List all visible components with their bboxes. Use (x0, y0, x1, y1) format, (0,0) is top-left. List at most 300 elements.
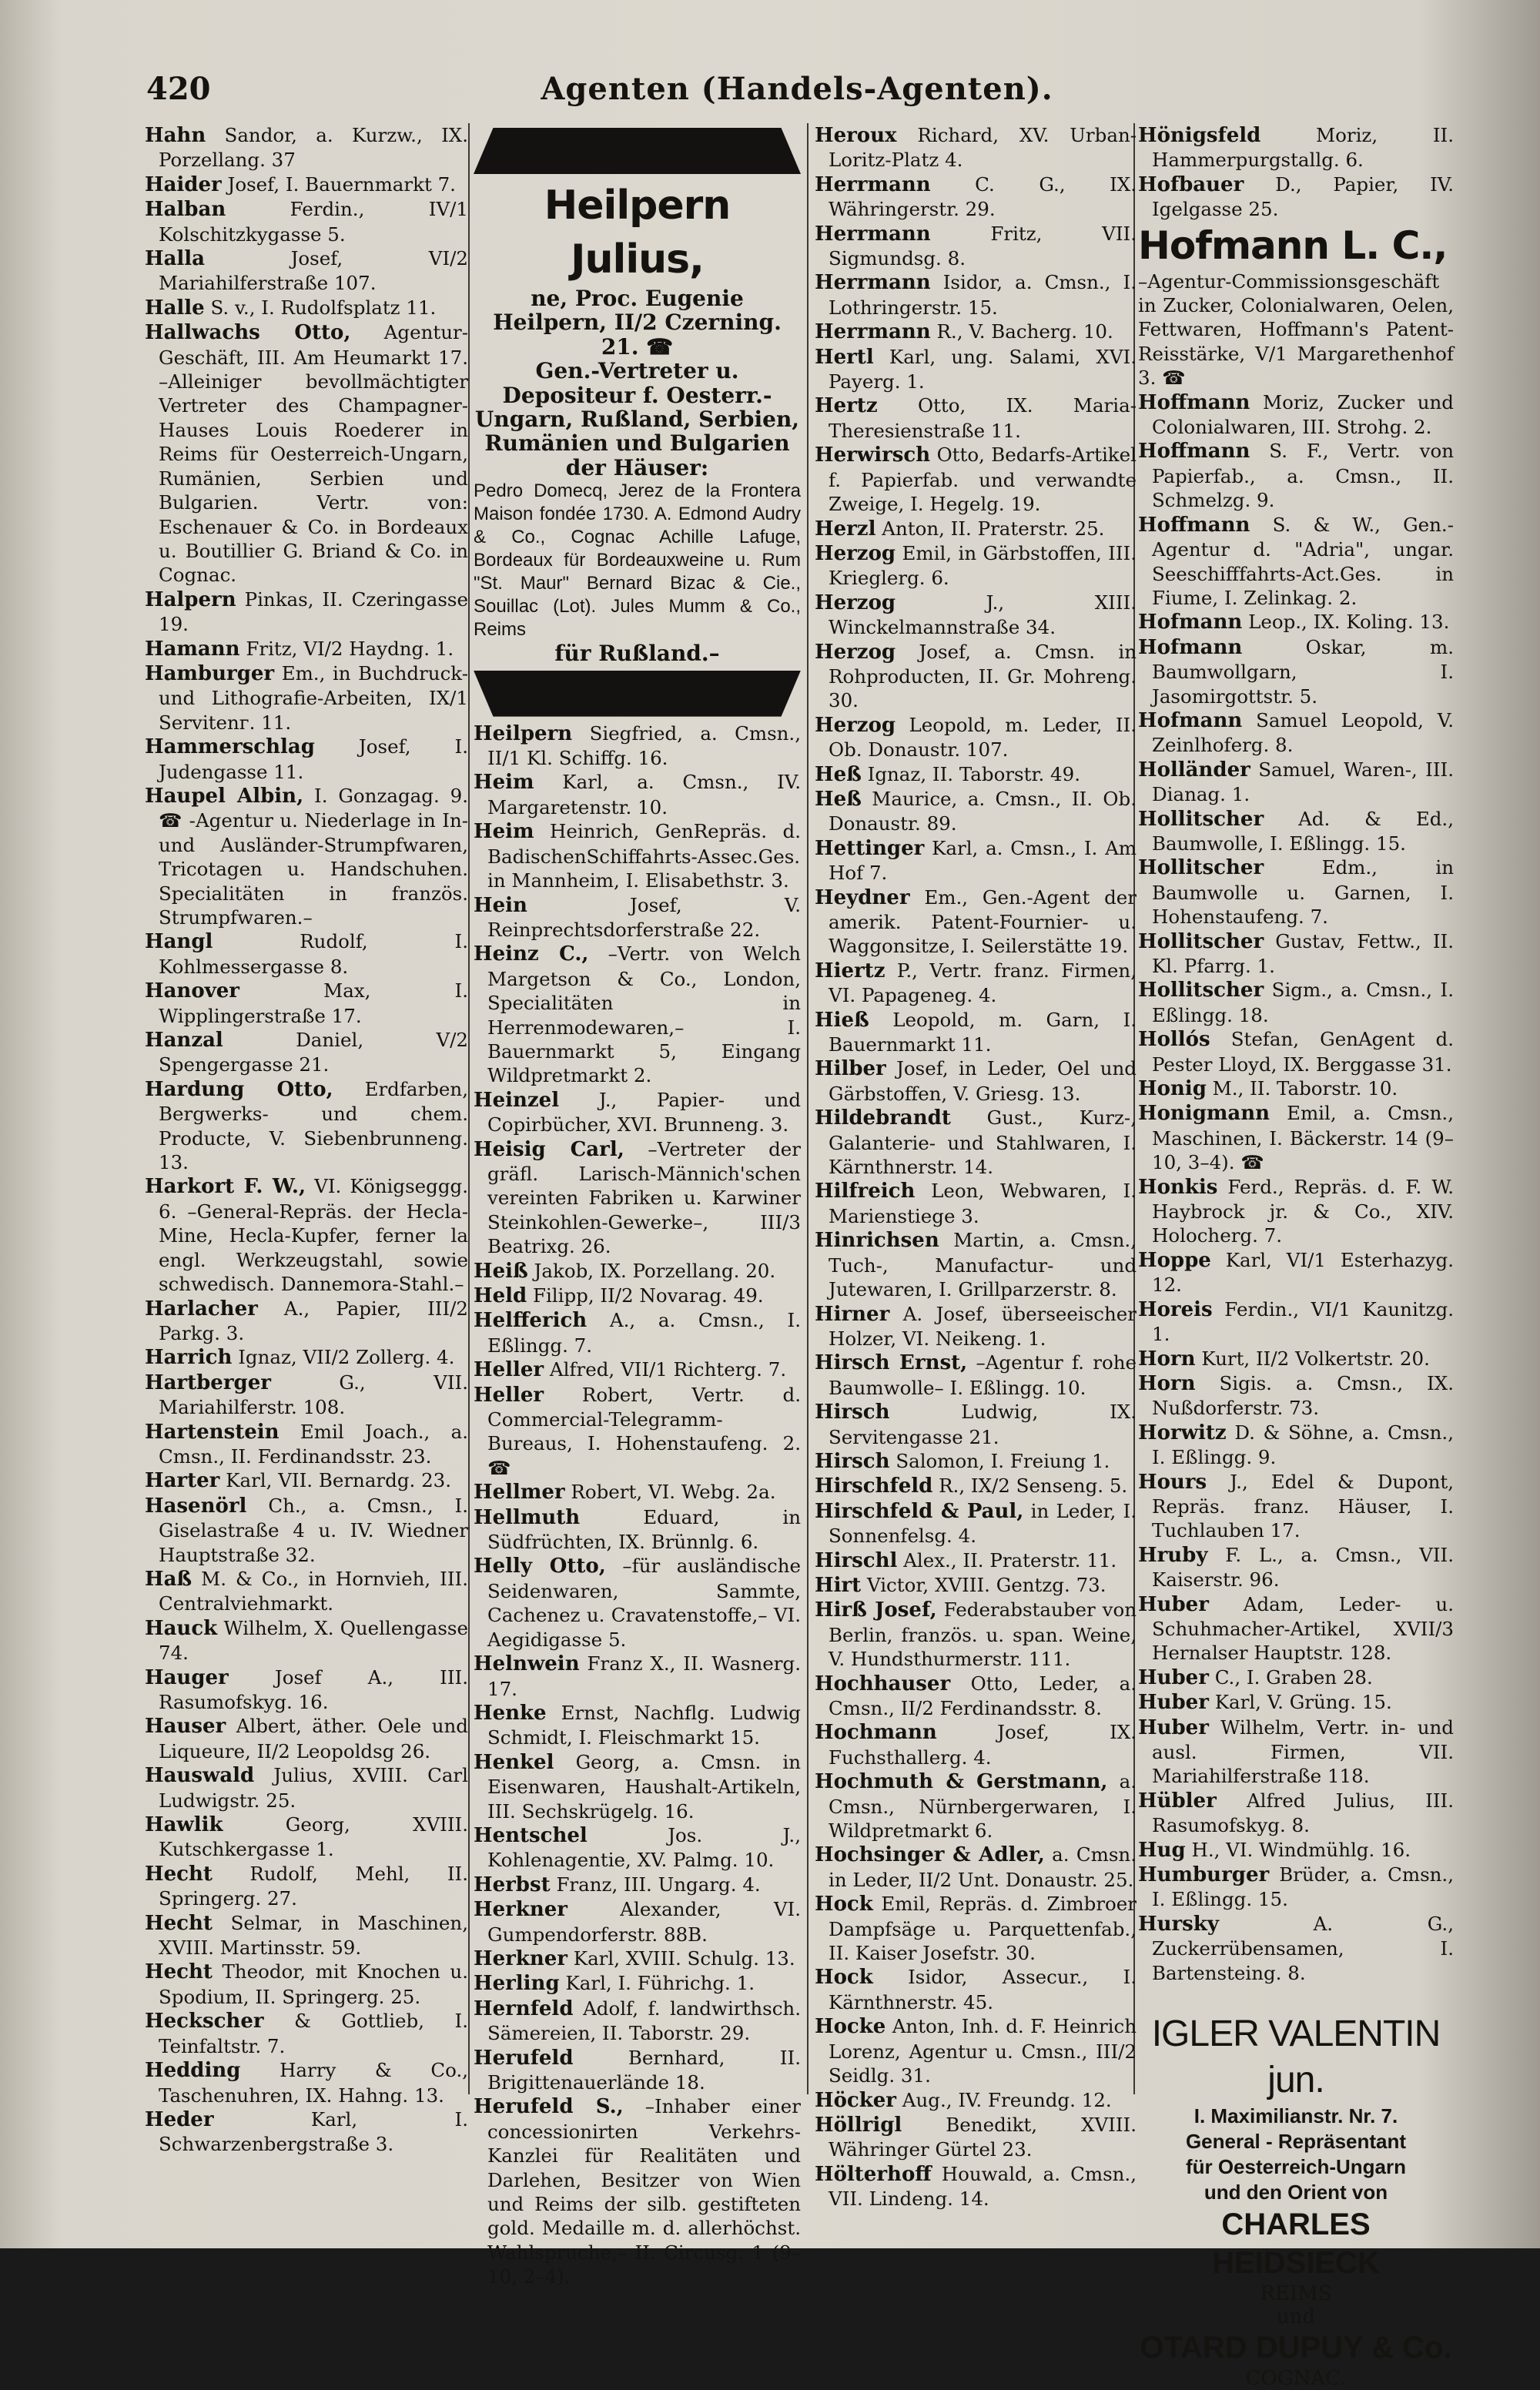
entry-name: Heinzel (474, 1088, 560, 1112)
directory-entry (474, 721, 801, 771)
entry-name: Hirschl (815, 1548, 898, 1572)
entry-details: Emil, in Gärbstoffen, III. Krieglerg. 6. (829, 541, 1137, 590)
entry-details: Aug., IV. Freundg. 12. (902, 2088, 1112, 2111)
entry-name: Heim (474, 771, 534, 795)
entry-name: Heilpern (474, 721, 573, 745)
entry-name: Hofmann (1138, 611, 1243, 634)
ad-hofmann-name: Hofmann L. C., (1138, 223, 1448, 268)
entry-details: Sigm., a. Cmsn., I. Eßlingg. 18. (1152, 979, 1454, 1026)
entry-name: Hecht (145, 1862, 213, 1886)
entry-name: Heroux (815, 124, 897, 147)
entry-details: Federabstauber von Berlin, französ. u. span. Weine, V. Hundsthurmerstr. 111. (829, 1598, 1137, 1671)
directory-entry (815, 1965, 1137, 2014)
entry-details: Isidor, a. Cmsn., I. Lothringerstr. 15. (829, 271, 1137, 319)
entry-name: Hangl (145, 930, 213, 954)
directory-entry (474, 1137, 801, 1259)
entry-details: Emil, a. Cmsn., Maschinen, I. Bäckerstr. 14 (9–10, 3–4). ☎ (1152, 1102, 1454, 1174)
entry-details: Leon, Webwaren, I. Marienstiege 3. (829, 1180, 1137, 1227)
entry-details: Brüder, a. Cmsn., I. Eßlingg. 15. (1152, 1863, 1454, 1911)
directory-entry (1138, 758, 1454, 807)
entry-name: Huber (1138, 1691, 1209, 1715)
entry-name: Herrmann (815, 271, 931, 295)
directory-entry (474, 1971, 801, 1996)
entry-details: Emil Joach., a. Cmsn., II. Ferdinandsstr. 23. (159, 1420, 468, 1468)
entry-name: Höcker (815, 2088, 896, 2112)
directory-entry (145, 296, 468, 320)
entry-details: Leopold, m. Leder, II. Ob. Donaustr. 107. (829, 713, 1137, 762)
directory-entry (815, 172, 1137, 222)
entry-details: Fritz, VI/2 Haydng. 1. (246, 637, 454, 660)
entry-details: Georg, XVIII. Kutschkergasse 1. (159, 1813, 468, 1861)
entry-details: Karl, ung. Salami, XVI. Payerg. 1. (829, 345, 1137, 393)
entry-name: Helfferich (474, 1309, 588, 1333)
ad-igler-und: und (1276, 2305, 1316, 2329)
entry-details: Samuel, Waren-, III. Dianag. 1. (1152, 758, 1455, 806)
entry-details: Albert, äther. Oele und Liqueure, II/2 Leopoldsg 26. (159, 1715, 468, 1762)
entry-name: Henke (474, 1701, 547, 1725)
ad-heilpern (474, 128, 801, 717)
entry-name: Hanzal (145, 1029, 223, 1053)
entry-details: Siegfried, a. Cmsn., II/1 Kl. Schiffg. 16. (487, 721, 801, 770)
directory-entry (1138, 610, 1454, 634)
directory-entry (145, 1345, 468, 1370)
entry-name: Höllrigl (815, 2113, 902, 2137)
entry-details: Karl, VII. Bernardg. 23. (226, 1469, 452, 1492)
entry-name: Hock (815, 1966, 873, 1990)
directory-entry (474, 1652, 801, 1701)
directory-entry (815, 1302, 1137, 1351)
ad-banner-top (474, 128, 801, 174)
entry-name: Huber (1138, 1665, 1209, 1689)
column-rule (468, 123, 470, 2094)
entry-name: Herwirsch (815, 444, 931, 467)
directory-entry (145, 1567, 468, 1616)
directory-entry (474, 1505, 801, 1555)
column-1 (145, 123, 469, 2156)
directory-entry (1138, 1789, 1454, 1838)
entry-details: –Vertreter der gräfl. Larisch-Männich'schen vereinten Fabriken u. Karwiner Steinkohlen-Gewerke–, III/3 Beatrixg. 26. (487, 1137, 801, 1258)
entry-name: Hofmann (1138, 708, 1243, 732)
entry-details: M. & Co., in Hornvieh, III. Centralviehmarkt. (159, 1567, 468, 1615)
entry-name: Hirsch (815, 1449, 890, 1473)
entry-name: Hollitscher (1138, 807, 1264, 831)
directory-entry (145, 246, 468, 296)
ad-igler-address: I. Maximilianstr. Nr. 7. (1194, 2104, 1398, 2128)
entry-details: Moriz, II. Hammerpurgstallg. 6. (1152, 124, 1454, 172)
entry-name: Hours (1138, 1470, 1207, 1494)
entry-details: Richard, XV. Urban-Loritz-Platz 4. (829, 124, 1137, 172)
directory-entry (815, 1056, 1137, 1106)
directory-entry (815, 320, 1137, 344)
entry-details: Fritz, VII. Sigmundsg. 8. (829, 222, 1137, 270)
directory-entry (145, 123, 468, 172)
entry-name: Horn (1138, 1371, 1196, 1395)
directory-entry (145, 1028, 468, 1077)
ad-heilpern-name: Heilpern Julius, (544, 182, 731, 283)
entry-details: D. & Söhne, a. Cmsn., I. Eßlingg. 9. (1152, 1421, 1454, 1469)
directory-entry (145, 979, 468, 1028)
entry-details: F. L., a. Cmsn., VII. Kaiserstr. 96. (1152, 1543, 1454, 1592)
entry-details: Erdfarben, Bergwerks- und chem. Producte, V. Siebenbrunneng. 13. (159, 1077, 468, 1174)
directory-entry (1138, 1076, 1454, 1101)
entry-name: Honigmann (1138, 1102, 1270, 1126)
entry-name: Holländer (1138, 758, 1250, 782)
directory-entry (145, 637, 468, 661)
directory-entry (1138, 390, 1454, 440)
column-2 (474, 123, 802, 2288)
directory-entry (474, 1383, 801, 1481)
entry-details: Em., Gen.-Agent der amerik. Patent-Fournier- u. Waggonsitze, I. Seilerstätte 19. (829, 885, 1137, 958)
entry-name: Haupel Albin, (145, 784, 304, 808)
directory-entry (815, 123, 1137, 172)
entry-name: Hochhauser (815, 1672, 951, 1695)
directory-entry (145, 1911, 468, 1960)
directory-entry (815, 1598, 1137, 1671)
entry-details: Josef, IX. Fuchsthallerg. 4. (829, 1721, 1137, 1769)
entry-name: Hollitscher (1138, 929, 1264, 953)
directory-entry (815, 2162, 1137, 2211)
entry-name: Hammerschlag (145, 735, 315, 759)
entry-details: & Gottlieb, I. Teinfaltstr. 7. (159, 2010, 468, 2057)
entry-name: Hoffmann (1138, 390, 1250, 414)
directory-entry (145, 197, 468, 246)
directory-entry (815, 1720, 1137, 1769)
ad-heilpern-houses: Pedro Domecq, Jerez de la Frontera Maison fondée 1730. A. Edmond Audry & Co., Cognac Achille Lafuge, Bordeaux für Bordeauxweine u. Rum "St. Maur" Bernard Bizac & Cie., Souillac (Lot). Jules Mumm & Co., Reims (474, 480, 801, 641)
entry-name: Hofmann (1138, 635, 1243, 659)
entry-name: Hellmer (474, 1481, 565, 1505)
entry-details: Ch., a. Cmsn., I. Giselastraße 4 u. IV. Wiedner Hauptstraße 32. (159, 1494, 468, 1566)
entry-name: Halpern (145, 587, 236, 611)
directory-entry (1138, 1371, 1454, 1421)
entry-details: Martin, a. Cmsn., Tuch-, Manufactur- und Jutewaren, I. Grillparzerstr. 8. (829, 1229, 1137, 1301)
directory-entry (474, 770, 801, 819)
directory-entry (815, 1228, 1137, 1301)
entry-name: Hönigsfeld (1138, 124, 1261, 147)
directory-entry (1138, 1297, 1454, 1347)
entry-name: Hruby (1138, 1543, 1208, 1567)
directory-entry (145, 929, 468, 979)
entry-details: Ferdin., VI/1 Kaunitzg. 1. (1152, 1297, 1455, 1346)
directory-entry (145, 1813, 468, 1862)
entry-name: Hartenstein (145, 1420, 280, 1444)
entry-name: Hauser (145, 1715, 226, 1739)
entry-name: Harlacher (145, 1297, 258, 1321)
entry-name: Herrmann (815, 172, 931, 196)
entry-details: S. & W., Gen.-Agentur d. "Adria", ungar. Seeschifffahrts-Act.Ges. in Fiume, I. Zelinkag. 2. (1152, 513, 1454, 609)
entry-name: Honig (1138, 1077, 1207, 1101)
entry-details: Karl, I. Führichg. 1. (565, 1972, 755, 1995)
entry-details: S. F., Vertr. von Papierfab., a. Cmsn., II. Schmelzg. 9. (1152, 440, 1454, 512)
entry-details: Sandor, a. Kurzw., IX. Porzellang. 37 (159, 124, 468, 172)
entry-name: Held (474, 1284, 527, 1307)
entry-details: Otto, Leder, a. Cmsn., II/2 Ferdinandsstr. 8. (829, 1672, 1137, 1719)
running-head: Agenten (Handels-Agenten). (541, 71, 1053, 107)
column-rule (807, 123, 808, 2094)
entry-name: Herkner (474, 1946, 567, 1970)
entry-details: a. Cmsn. in Leder, II/2 Unt. Donaustr. 25. (829, 1843, 1137, 1891)
entry-name: Herrmann (815, 222, 931, 246)
entry-name: Hartberger (145, 1371, 271, 1394)
directory-entry (1138, 513, 1454, 611)
directory-entry (145, 1714, 468, 1763)
entry-details: Kurt, II/2 Volkertstr. 20. (1201, 1347, 1430, 1370)
entry-name: Hauck (145, 1616, 218, 1640)
entry-details: Leop., IX. Koling. 13. (1248, 611, 1450, 634)
directory-entry (815, 1548, 1137, 1573)
entry-name: Hollitscher (1138, 856, 1264, 880)
entry-details: Moriz, Zucker und Colonialwaren, III. Strohg. 2. (1152, 390, 1454, 439)
entry-details: Sigis. a. Cmsn., IX. Nußdorferstr. 73. (1152, 1371, 1454, 1420)
ad-heilpern-tail: für Rußland.– (554, 641, 720, 667)
directory-entry (474, 1823, 801, 1873)
entry-name: Hirner (815, 1302, 890, 1326)
page-number: 420 (146, 71, 211, 107)
entry-details: Harry & Co., Taschenuhren, IX. Hahng. 13. (159, 2059, 468, 2107)
directory-entry (815, 1843, 1137, 1892)
entry-name: Hamann (145, 637, 240, 661)
directory-entry (815, 836, 1137, 885)
entry-details: Karl, a. Cmsn., I. Am Hof 7. (829, 836, 1137, 885)
entry-name: Hock (815, 1893, 873, 1916)
entry-name: Herzog (815, 640, 896, 664)
entry-name: Hochmann (815, 1721, 937, 1745)
column-4-entries-bottom (1138, 390, 1454, 1985)
entry-details: Oskar, m. Baumwollgarn, I. Jasomirgottstr. 5. (1152, 635, 1454, 708)
directory-entry (815, 1351, 1137, 1400)
entry-name: Heller (474, 1383, 544, 1407)
directory-entry (474, 1897, 801, 1946)
entry-name: Heiß (474, 1259, 528, 1283)
entry-name: Hahn (145, 124, 206, 147)
entry-name: Hasenörl (145, 1494, 247, 1518)
entry-name: Hamburger (145, 661, 275, 685)
entry-name: Hirschfeld & Paul, (815, 1499, 1024, 1523)
entry-name: Hauswald (145, 1764, 255, 1788)
entry-details: C. G., IX. Währingerstr. 29. (829, 172, 1137, 221)
entry-details: Ferdin., IV/1 Kolschitzkygasse 5. (159, 198, 468, 246)
directory-entry (474, 1873, 801, 1897)
directory-entry (1138, 807, 1454, 856)
directory-entry (1138, 1912, 1454, 1985)
directory-entry (1138, 978, 1454, 1027)
entry-name: Halla (145, 247, 206, 271)
column-3 (815, 123, 1137, 2211)
directory-entry (474, 1554, 801, 1652)
entry-details: Alfred Julius, III. Rasumofskyg. 8. (1152, 1789, 1454, 1837)
directory-entry (1138, 1592, 1454, 1665)
entry-name: Huber (1138, 1716, 1209, 1739)
entry-name: Hochmuth & Gerstmann, (815, 1770, 1108, 1794)
entry-name: Herufeld S., (474, 2095, 624, 2119)
entry-details: Karl, V. Grüng. 15. (1214, 1691, 1392, 1714)
directory-entry (1138, 929, 1454, 979)
entry-name: Haß (145, 1567, 192, 1591)
entry-details: Josef A., III. Rasumofskyg. 16. (159, 1665, 468, 1713)
entry-details: Emil, Repräs. d. Zimbroer Dampfsäge u. Parquettenfab., II. Kaiser Josefstr. 30. (829, 1893, 1137, 1965)
directory-entry (1138, 1838, 1454, 1863)
entry-name: Hein (474, 893, 527, 917)
directory-entry (145, 1297, 468, 1346)
entry-name: Herzog (815, 541, 896, 565)
entry-details: Anton, II. Praterstr. 25. (882, 517, 1105, 540)
directory-entry (1138, 1543, 1454, 1592)
directory-entry (474, 2046, 801, 2095)
entry-name: Helnwein (474, 1652, 580, 1676)
directory-entry (1138, 1665, 1454, 1690)
entry-details: Rudolf, Mehl, II. Springerg. 27. (159, 1862, 468, 1910)
entry-details: Edm., in Baumwolle u. Garnen, I. Hohenstaufeng. 7. (1152, 856, 1454, 929)
entry-details: –Inhaber einer concessionirten Verkehrs-Kanzlei für Realitäten und Darlehen, Besitzer von Wien und Reims der silb. gestifteten gold. Medaille m. d. allerhöchst. Wahlspruche,– II. Circusg. 1 (9–10, 2–4). (487, 2095, 802, 2288)
ad-igler (1138, 2011, 1454, 2390)
entry-details: Ad. & Ed., Baumwolle, I. Eßlingg. 15. (1152, 807, 1454, 855)
directory-entry (474, 1284, 801, 1308)
entry-name: Hirsch (815, 1401, 890, 1424)
directory-entry (815, 393, 1137, 443)
ad-heilpern-line2: Gen.-Vertreter u. Depositeur f. Oesterr.-Ungarn, Rußland, Serbien, Rumänien und Bulgarien der Häuser: (474, 358, 800, 480)
entry-details: Alfred, VII/1 Richterg. 7. (549, 1358, 787, 1381)
entry-details: J., Papier- und Copirbücher, XVI. Brunneng. 3. (487, 1088, 801, 1136)
entry-name: Hilfreich (815, 1180, 916, 1203)
entry-details: Karl, I. Schwarzenbergstraße 3. (159, 2107, 468, 2156)
entry-details: Karl, VI/1 Esterhazyg. 12. (1152, 1248, 1454, 1297)
entry-name: Hofbauer (1138, 172, 1244, 196)
directory-entry (145, 1468, 468, 1493)
entry-details: D., Papier, IV. Igelgasse 25. (1152, 172, 1454, 221)
entry-name: Harkort F. W., (145, 1175, 306, 1199)
entry-details: C., I. Graben 28. (1214, 1665, 1373, 1689)
directory-entry (145, 1665, 468, 1715)
directory-entry (145, 1862, 468, 1911)
entry-name: Hursky (1138, 1912, 1219, 1936)
ad-igler-rep3: und den Orient von (1204, 2181, 1388, 2204)
entry-details: Alex., II. Praterstr. 11. (903, 1548, 1117, 1572)
entry-details: Leopold, m. Garn, I. Bauernmarkt 11. (829, 1008, 1137, 1056)
entry-details: A. Josef, überseeischer Holzer, VI. Neikeng. 1. (829, 1302, 1137, 1350)
directory-entry (1138, 439, 1454, 512)
directory-entry (815, 2014, 1137, 2087)
directory-entry (145, 784, 468, 929)
directory-entry (1138, 1347, 1454, 1371)
column-4-entries-top (1138, 123, 1454, 222)
entry-details: S. v., I. Rudolfsplatz 11. (210, 296, 437, 319)
directory-entry (474, 1997, 801, 2046)
entry-details: I. Gonzagag. 9. ☎ -Agentur u. Niederlage in In- und Ausländer-Strumpfwaren, Tricotagen u. Handschuhen. Specialitäten in französ. Strumpfwaren.– (159, 784, 468, 929)
directory-entry (815, 713, 1137, 762)
entry-name: Heinz C., (474, 942, 589, 966)
ad-heilpern-line1: ne, Proc. Eugenie Heilpern, II/2 Czerning. 21. ☎ (493, 286, 782, 360)
entry-name: Hertz (815, 394, 878, 418)
entry-details: J., XIII. Winckelmannstraße 34. (829, 591, 1137, 639)
directory-entry (1138, 1470, 1454, 1543)
directory-entry (474, 1480, 801, 1505)
entry-name: Haider (145, 172, 222, 196)
entry-name: Herbst (474, 1873, 551, 1896)
entry-name: Hanover (145, 979, 240, 1003)
entry-details: P., Vertr. franz. Firmen, VI. Papageneg. 4. (829, 959, 1137, 1007)
column-4 (1138, 123, 1455, 2390)
directory-entry (815, 2088, 1137, 2113)
directory-entry (474, 893, 801, 942)
entry-details: Karl, a. Cmsn., IV. Margaretenstr. 10. (487, 771, 801, 818)
entry-name: Hellmuth (474, 1505, 581, 1529)
entry-details: Josef, V. Reinprechtsdorferstraße 22. (487, 893, 801, 941)
directory-entry (145, 320, 468, 587)
entry-details: Franz X., II. Wasnerg. 17. (487, 1652, 801, 1700)
entry-details: Eduard, in Südfrüchten, IX. Brünnlg. 6. (487, 1505, 801, 1554)
directory-entry (1138, 1690, 1454, 1715)
entry-name: Herzog (815, 591, 896, 614)
entry-details: Em., in Buchdruck- und Lithografie-Arbeiten, IX/1 Servitenг. 11. (159, 661, 468, 734)
entry-name: Heder (145, 2107, 214, 2131)
entry-details: Houwald, a. Cmsn., VII. Lindeng. 14. (829, 2162, 1137, 2211)
directory-entry (474, 819, 801, 892)
entry-name: Heller (474, 1358, 544, 1382)
directory-entry (1138, 172, 1454, 222)
directory-entry (474, 1088, 801, 1137)
directory-entry (815, 591, 1137, 640)
entry-name: Hug (1138, 1838, 1186, 1862)
entry-name: Halle (145, 296, 205, 320)
entry-name: Hoffmann (1138, 513, 1250, 537)
entry-details: Isidor, Assecur., I. Kärnthnerstr. 45. (829, 1966, 1137, 2013)
entry-name: Heß (815, 787, 862, 811)
directory-entry (815, 1499, 1137, 1548)
entry-name: Heim (474, 820, 534, 844)
entry-name: Hentschel (474, 1823, 588, 1847)
directory-entry (145, 1763, 468, 1813)
entry-name: Hernfeld (474, 1997, 574, 2020)
entry-details: Wilhelm, X. Quellengasse 74. (159, 1616, 468, 1665)
directory-entry (145, 1420, 468, 1469)
entry-name: Hoppe (1138, 1248, 1211, 1272)
entry-details: Otto, Bedarfs-Artikel f. Papierfab. und verwandte Zweige, I. Hegelg. 19. (829, 444, 1137, 516)
entry-details: Josef, in Leder, Oel und Gärbstoffen, V. Griesg. 13. (829, 1057, 1137, 1105)
entry-details: Josef, I. Bauernmarkt 7. (227, 172, 456, 196)
entry-details: Samuel Leopold, V. Zeinlhoferg. 8. (1152, 708, 1454, 757)
entry-name: Herzl (815, 517, 876, 541)
directory-entry (815, 640, 1137, 713)
directory-entry (815, 222, 1137, 271)
entry-details: Heinrich, GenRepräs. d. BadischenSchiffahrts-Assec.Ges. in Mannheim, I. Elisabethstr. 3. (487, 820, 801, 892)
directory-entry (1138, 1863, 1454, 1912)
directory-entry (145, 2009, 468, 2058)
entry-name: Hollós (1138, 1028, 1210, 1052)
directory-entry (815, 762, 1137, 787)
directory-entry (815, 1008, 1137, 1057)
ad-igler-rep1: General - Repräsentant (1185, 2130, 1407, 2154)
directory-entry (815, 1179, 1137, 1228)
entry-name: Huber (1138, 1592, 1209, 1616)
entry-name: Hiertz (815, 959, 886, 982)
entry-details: A., a. Cmsn., I. Eßlingg. 7. (487, 1309, 801, 1357)
entry-details: VI. Königseggg. 6. –General-Repräs. der Hecla-Mine, Hecla-Kupfer, ferner la engl. Werkzeugstahl, sowie schwedisch. Dannemora-Stahl.– (159, 1175, 468, 1296)
entry-name: Hardung Otto, (145, 1077, 333, 1101)
page-header (146, 71, 1448, 117)
directory-entry (1138, 1248, 1454, 1297)
directory-entry (815, 517, 1137, 541)
entry-details: Gustav, Fettw., II. Kl. Pfarrg. 1. (1152, 929, 1454, 977)
directory-entry (815, 2113, 1137, 2162)
entry-name: Henkel (474, 1750, 554, 1774)
entry-details: Otto, IX. Maria-Theresienstraße 11. (829, 394, 1137, 442)
directory-entry (815, 1449, 1137, 1474)
entry-details: Stefan, GenAgent d. Pester Lloyd, IX. Berggasse 31. (1152, 1028, 1454, 1076)
directory-entry (1138, 855, 1454, 929)
directory-entry (474, 942, 801, 1087)
entry-details: Adam, Leder- u. Schuhmacher-Artikel, XVII/3 Hernalser Hauptstr. 128. (1152, 1592, 1454, 1665)
directory-entry (815, 270, 1137, 320)
entry-details: Adolf, f. landwirthsch. Sämereien, II. Taborstr. 29. (487, 1997, 801, 2045)
